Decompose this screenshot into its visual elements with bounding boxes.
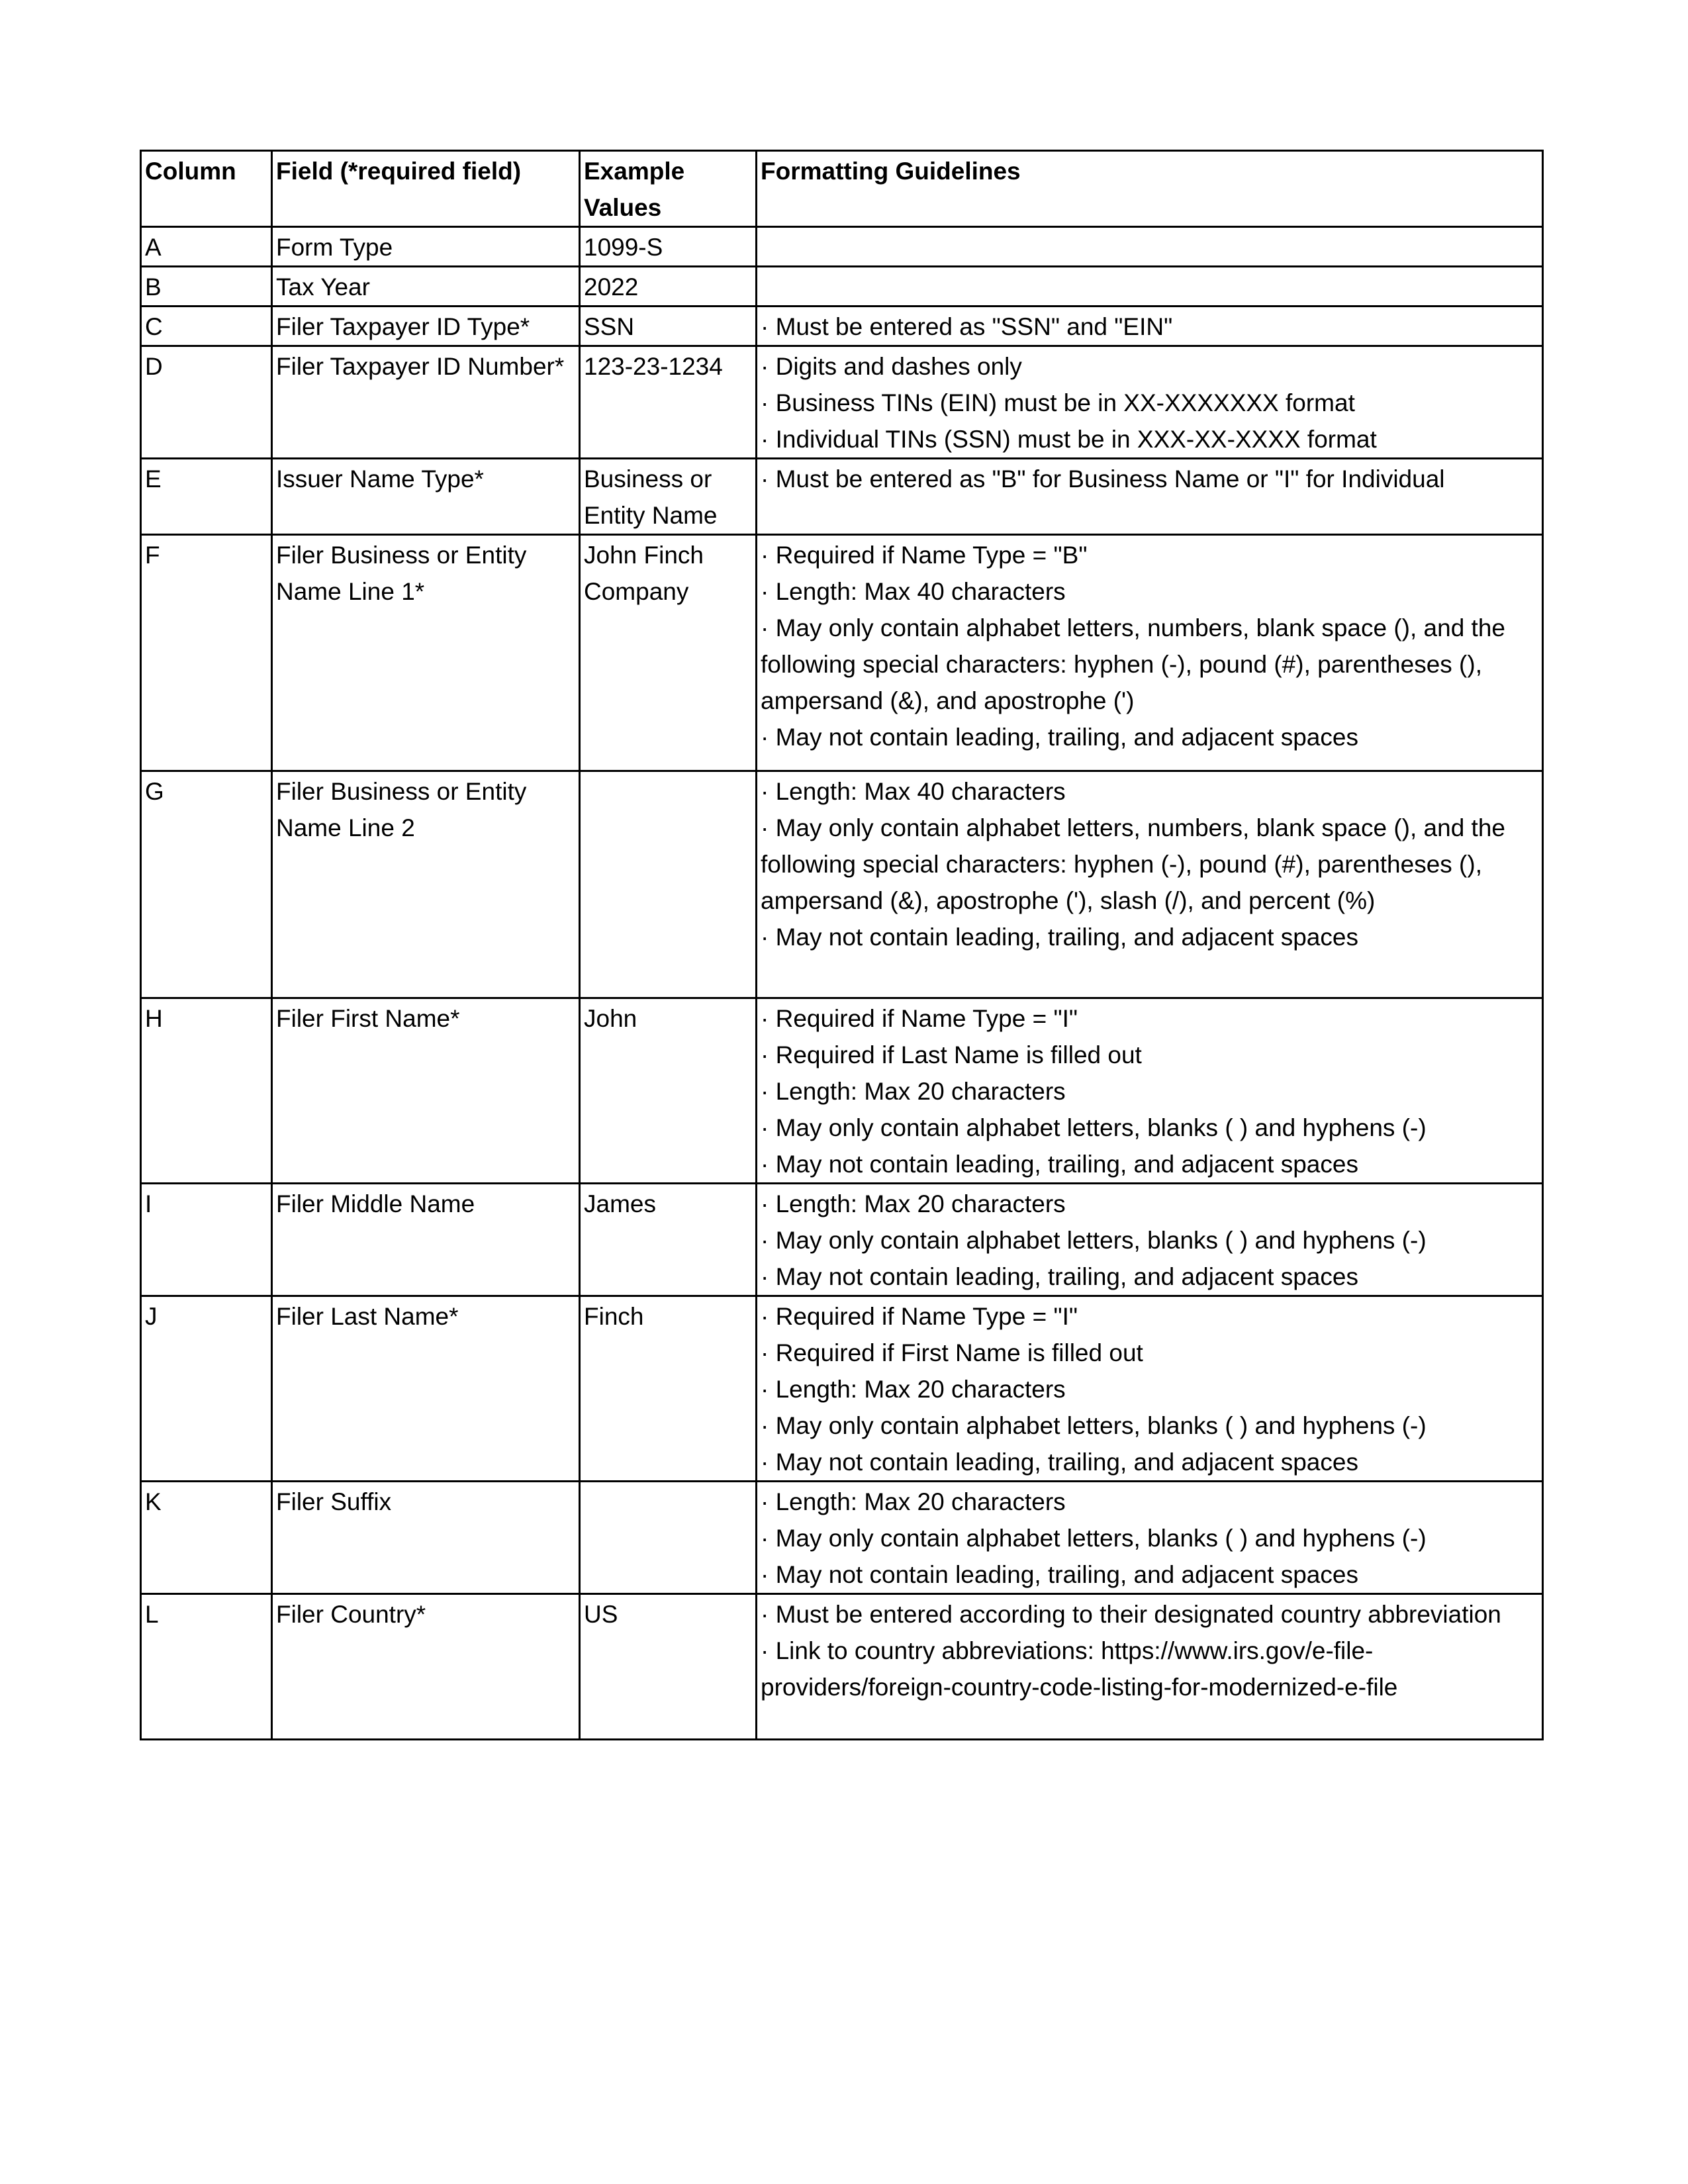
cell-example-value: John xyxy=(580,998,757,1184)
cell-field-name: Filer First Name* xyxy=(272,998,580,1184)
guideline-item: · May not contain leading, trailing, and adjacent spaces xyxy=(761,1561,1358,1588)
guideline-item: · May not contain leading, trailing, and adjacent spaces xyxy=(761,1263,1358,1290)
header-column: Column xyxy=(141,151,272,227)
guideline-item: · May only contain alphabet letters, blanks ( ) and hyphens (-) xyxy=(761,1227,1427,1254)
cell-field-name: Filer Last Name* xyxy=(272,1296,580,1482)
cell-field-name: Filer Business or Entity Name Line 2 xyxy=(272,771,580,998)
cell-column-letter: G xyxy=(141,771,272,998)
cell-example-value: John Finch Company xyxy=(580,535,757,771)
table-row xyxy=(141,771,1543,998)
guideline-item: · Link to country abbreviations: https://www.irs.gov/e-file-providers/foreign-country-code-listing-for-modernized-e-file xyxy=(761,1637,1398,1701)
cell-formatting-guidelines xyxy=(757,535,1543,771)
cell-column-letter: A xyxy=(141,227,272,267)
table-row xyxy=(141,1184,1543,1296)
cell-example-value xyxy=(580,1482,757,1594)
cell-formatting-guidelines xyxy=(757,267,1543,307)
table-row xyxy=(141,998,1543,1184)
guideline-item: · May only contain alphabet letters, blanks ( ) and hyphens (-) xyxy=(761,1114,1427,1141)
guideline-item: · Length: Max 40 characters xyxy=(761,778,1066,805)
cell-field-name: Form Type xyxy=(272,227,580,267)
table-row xyxy=(141,535,1543,771)
cell-example-value: James xyxy=(580,1184,757,1296)
table-row xyxy=(141,346,1543,459)
guideline-item: · May not contain leading, trailing, and adjacent spaces xyxy=(761,1448,1358,1476)
cell-formatting-guidelines xyxy=(757,771,1543,998)
cell-column-letter: C xyxy=(141,307,272,346)
cell-formatting-guidelines xyxy=(757,307,1543,346)
formatting-guidelines-table xyxy=(140,150,1544,1740)
cell-field-name: Issuer Name Type* xyxy=(272,459,580,535)
cell-formatting-guidelines xyxy=(757,1594,1543,1740)
cell-field-name: Filer Country* xyxy=(272,1594,580,1740)
guideline-item: · Business TINs (EIN) must be in XX-XXXXXXX format xyxy=(761,389,1355,416)
guideline-item: · Length: Max 20 characters xyxy=(761,1078,1066,1105)
guideline-item: · May only contain alphabet letters, blanks ( ) and hyphens (-) xyxy=(761,1412,1427,1439)
guideline-item: · Required if First Name is filled out xyxy=(761,1339,1143,1366)
guideline-item: · Length: Max 40 characters xyxy=(761,578,1066,605)
table-row xyxy=(141,1594,1543,1740)
table-row xyxy=(141,459,1543,535)
cell-formatting-guidelines xyxy=(757,1296,1543,1482)
cell-column-letter: B xyxy=(141,267,272,307)
cell-column-letter: H xyxy=(141,998,272,1184)
cell-formatting-guidelines xyxy=(757,1184,1543,1296)
cell-field-name: Filer Business or Entity Name Line 1* xyxy=(272,535,580,771)
cell-field-name: Filer Taxpayer ID Type* xyxy=(272,307,580,346)
cell-field-name: Filer Middle Name xyxy=(272,1184,580,1296)
cell-example-value: 1099-S xyxy=(580,227,757,267)
guideline-item: · Required if Name Type = "I" xyxy=(761,1005,1078,1032)
cell-column-letter: K xyxy=(141,1482,272,1594)
cell-example-value: 2022 xyxy=(580,267,757,307)
guideline-item: · Must be entered as "B" for Business Name or "I" for Individual xyxy=(761,465,1445,493)
table-row xyxy=(141,267,1543,307)
guideline-item: · May not contain leading, trailing, and adjacent spaces xyxy=(761,724,1358,751)
cell-formatting-guidelines xyxy=(757,1482,1543,1594)
guideline-item: · Digits and dashes only xyxy=(761,353,1022,380)
table-header-row xyxy=(141,151,1543,227)
cell-column-letter: J xyxy=(141,1296,272,1482)
header-formatting-guidelines: Formatting Guidelines xyxy=(757,151,1543,227)
header-field: Field (*required field) xyxy=(272,151,580,227)
cell-column-letter: D xyxy=(141,346,272,459)
guideline-item: · Must be entered as "SSN" and "EIN" xyxy=(761,313,1173,340)
guideline-item: · May only contain alphabet letters, numbers, blank space (), and the following special characters: hyphen (-), pound (#), parentheses (), ampersand (&), apostrophe ('), slash (/), and percent (%) xyxy=(761,814,1505,914)
guideline-item: · Length: Max 20 characters xyxy=(761,1190,1066,1217)
guideline-item: · May only contain alphabet letters, blanks ( ) and hyphens (-) xyxy=(761,1525,1427,1552)
cell-column-letter: I xyxy=(141,1184,272,1296)
table-body xyxy=(141,227,1543,1740)
guideline-item: · May only contain alphabet letters, numbers, blank space (), and the following special characters: hyphen (-), pound (#), parentheses (), ampersand (&), and apostrophe (') xyxy=(761,614,1505,714)
header-example-values: Example Values xyxy=(580,151,757,227)
cell-formatting-guidelines xyxy=(757,227,1543,267)
table-row xyxy=(141,1482,1543,1594)
cell-example-value: Finch xyxy=(580,1296,757,1482)
table-row xyxy=(141,307,1543,346)
cell-formatting-guidelines xyxy=(757,459,1543,535)
cell-field-name: Tax Year xyxy=(272,267,580,307)
table-row xyxy=(141,227,1543,267)
guideline-item: · Must be entered according to their designated country abbreviation xyxy=(761,1601,1501,1628)
cell-field-name: Filer Taxpayer ID Number* xyxy=(272,346,580,459)
guideline-item: · Required if Name Type = "B" xyxy=(761,542,1088,569)
guideline-item: · Individual TINs (SSN) must be in XXX-XX-XXXX format xyxy=(761,426,1377,453)
cell-field-name: Filer Suffix xyxy=(272,1482,580,1594)
cell-column-letter: L xyxy=(141,1594,272,1740)
guideline-item: · May not contain leading, trailing, and adjacent spaces xyxy=(761,1151,1358,1178)
table-row xyxy=(141,1296,1543,1482)
cell-example-value: SSN xyxy=(580,307,757,346)
cell-formatting-guidelines xyxy=(757,998,1543,1184)
cell-example-value: US xyxy=(580,1594,757,1740)
guideline-item: · May not contain leading, trailing, and adjacent spaces xyxy=(761,924,1358,951)
cell-example-value xyxy=(580,771,757,998)
guideline-item: · Length: Max 20 characters xyxy=(761,1376,1066,1403)
cell-column-letter: F xyxy=(141,535,272,771)
cell-column-letter: E xyxy=(141,459,272,535)
cell-example-value: 123-23-1234 xyxy=(580,346,757,459)
guideline-item: · Required if Last Name is filled out xyxy=(761,1041,1142,1068)
cell-formatting-guidelines xyxy=(757,346,1543,459)
guideline-item: · Length: Max 20 characters xyxy=(761,1488,1066,1515)
cell-example-value: Business or Entity Name xyxy=(580,459,757,535)
guideline-item: · Required if Name Type = "I" xyxy=(761,1303,1078,1330)
